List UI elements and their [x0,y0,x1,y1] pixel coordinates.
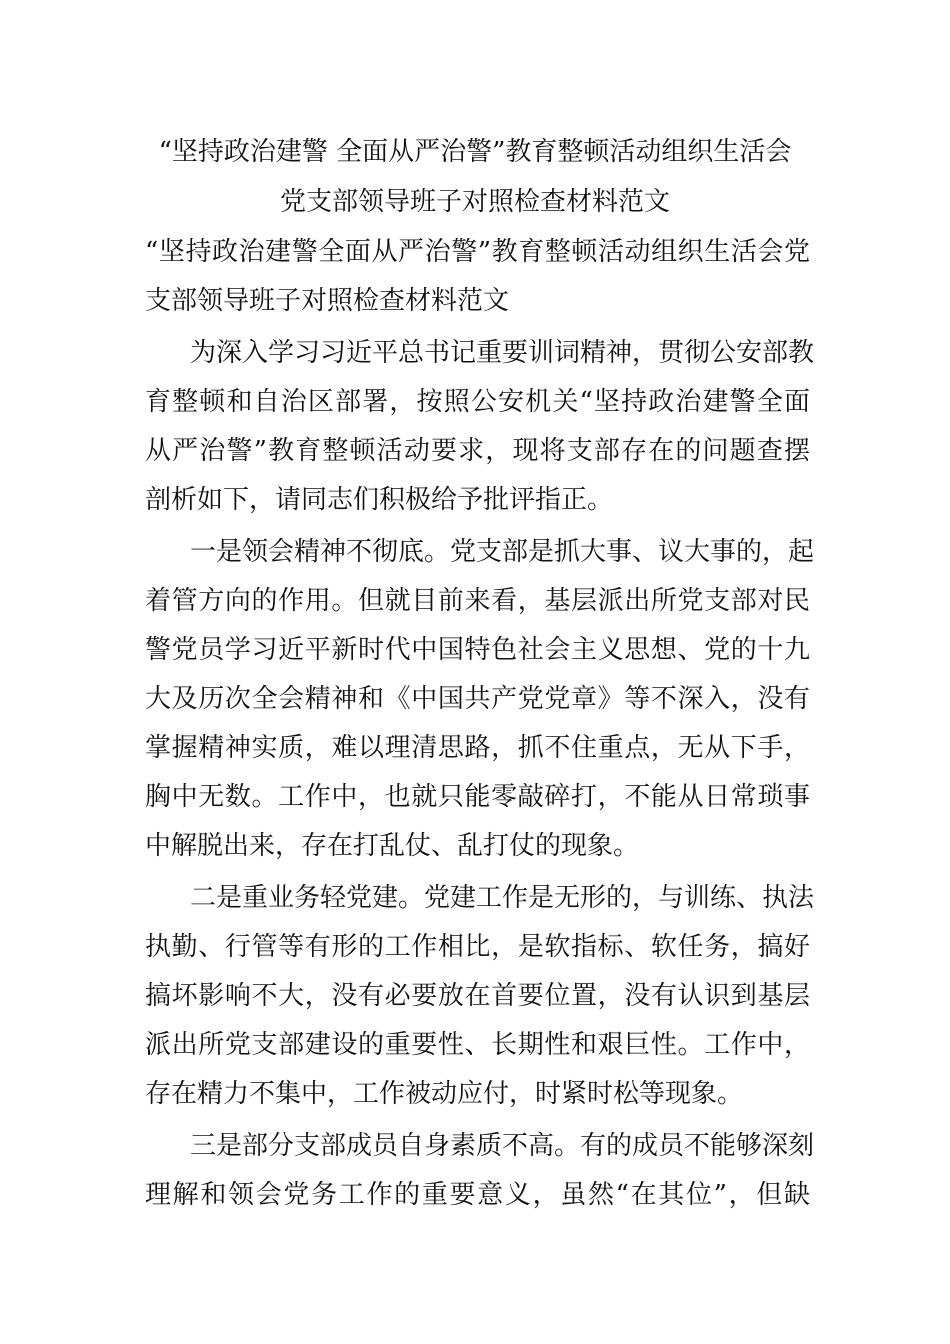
point-two-line-4: 派出所党支部建设的重要性、长期性和艰巨性。工作中， [145,1030,810,1060]
point-one-line-7: 中解脱出来，存在打乱仗、乱打仗的现象。 [145,831,640,861]
point-three-line-2: 理解和领会党务工作的重要意义，虽然“在其位”，但缺 [145,1180,810,1210]
intro-paragraph-line-4: 剖析如下，请同志们积极给予批评指正。 [145,485,614,515]
point-one-line-2: 着管方向的作用。但就目前来看，基层派出所党支部对民 [145,586,810,616]
document-title-line-1: “坚持政治建警 全面从严治警”教育整顿活动组织生活会 [158,137,792,167]
point-one-line-6: 胸中无数。工作中，也就只能零敲碎打，不能从日常琐事 [145,782,810,812]
subtitle-line-2: 支部领导班子对照检查材料范文 [145,286,510,316]
document-title-line-2: 党支部领导班子对照检查材料范文 [279,187,670,217]
point-one-line-5: 掌握精神实质，难以理清思路，抓不住重点，无从下手， [145,733,810,763]
point-one-line-4: 大及历次全会精神和《中国共产党党章》等不深入，没有 [145,684,810,714]
intro-paragraph-line-2: 育整顿和自治区部署，按照公安机关“坚持政治建警全面 [145,387,810,417]
point-three-line-1: 三是部分支部成员自身素质不高。有的成员不能够深刻 [190,1131,815,1161]
point-two-line-5: 存在精力不集中，工作被动应付，时紧时松等现象。 [145,1079,744,1109]
point-two-line-1: 二是重业务轻党建。党建工作是无形的，与训练、执法 [190,883,815,913]
point-one-line-1: 一是领会精神不彻底。党支部是抓大事、议大事的，起 [190,537,815,567]
point-two-line-3: 搞坏影响不大，没有必要放在首要位置，没有认识到基层 [145,981,810,1011]
intro-paragraph-line-1: 为深入学习习近平总书记重要训词精神，贯彻公安部教 [190,338,815,368]
intro-paragraph-line-3: 从严治警”教育整顿活动要求，现将支部存在的问题查摆 [145,436,810,466]
point-two-line-2: 执勤、行管等有形的工作相比，是软指标、软任务，搞好 [145,932,810,962]
point-one-line-3: 警党员学习近平新时代中国特色社会主义思想、党的十九 [145,635,810,665]
subtitle-line-1: “坚持政治建警全面从严治警”教育整顿活动组织生活会党 [145,237,810,267]
